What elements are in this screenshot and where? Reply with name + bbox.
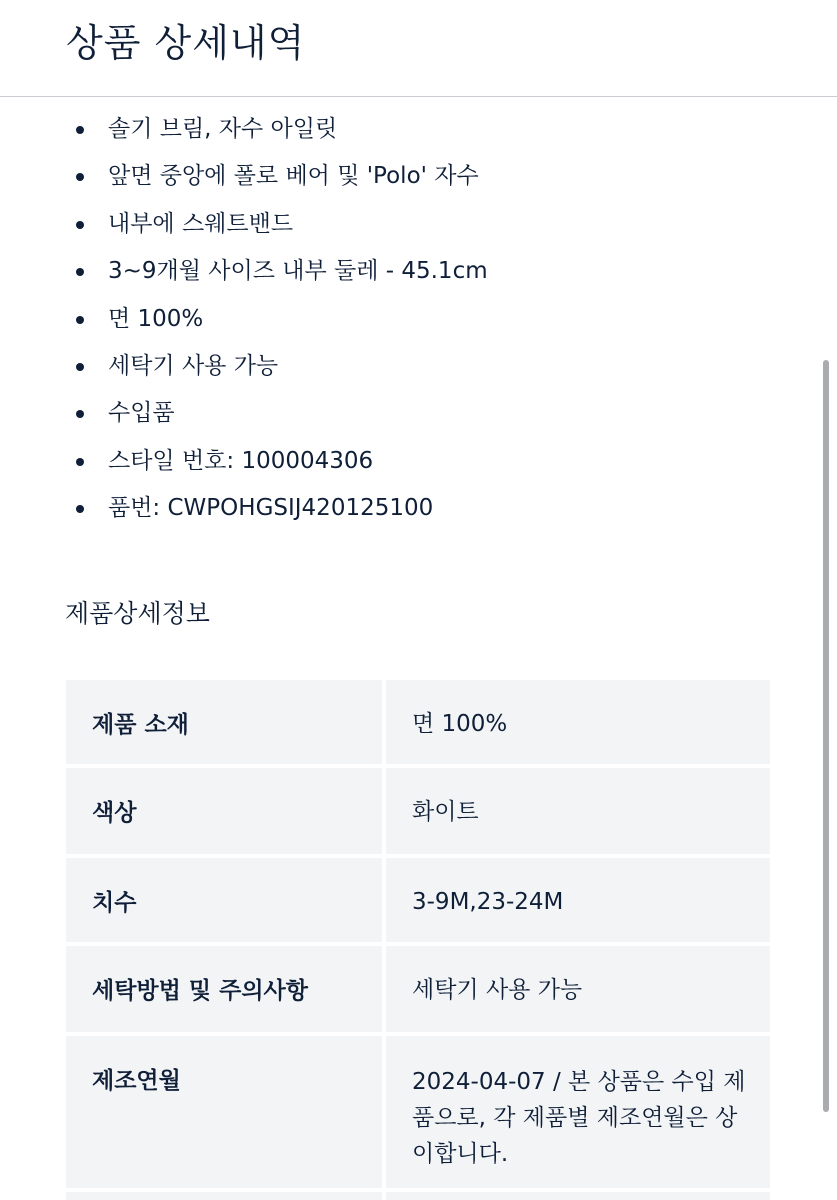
list-item-text: 세탁기 사용 가능 <box>108 352 279 379</box>
table-row <box>66 858 770 942</box>
spec-value-cell <box>386 1192 770 1200</box>
bullet-icon <box>76 316 84 324</box>
spec-key-cell <box>66 1192 382 1200</box>
table-row <box>66 680 770 764</box>
bullet-icon <box>76 126 84 134</box>
spec-section-title: 제품상세정보 <box>65 599 210 628</box>
list-item-text: 솔기 브림, 자수 아일릿 <box>108 116 338 142</box>
list-item <box>0 248 488 295</box>
list-item <box>0 343 488 390</box>
table-row <box>66 946 770 1032</box>
list-item <box>0 296 488 343</box>
table-row <box>66 1036 770 1188</box>
list-item <box>0 106 488 153</box>
list-item <box>0 485 488 532</box>
bullet-icon <box>76 505 84 513</box>
spec-key-care: 세탁방법 및 주의사항 <box>66 946 382 1032</box>
bullet-icon <box>76 221 84 229</box>
spec-value-size: 3-9M,23-24M <box>386 858 770 942</box>
list-item-text: 내부에 스웨트밴드 <box>108 210 294 237</box>
scrollbar[interactable] <box>823 360 829 1112</box>
spec-key-material: 제품 소재 <box>66 680 382 764</box>
spec-key-manufacture-date: 제조연월 <box>66 1036 382 1188</box>
bullet-icon <box>76 268 84 276</box>
list-item-text: 수입품 <box>108 400 175 427</box>
list-item-text: 품번: CWPOHGSIJ420125100 <box>108 495 434 522</box>
spec-key-color: 색상 <box>66 768 382 854</box>
spec-value-material: 면 100% <box>386 680 770 764</box>
page-title: 상품 상세내역 <box>66 21 306 65</box>
spec-value-manufacture-date: 2024-04-07 / 본 상품은 수입 제품으로, 각 제품별 제조연월은 상이합니다. <box>386 1036 770 1188</box>
list-item-text: 앞면 중앙에 폴로 베어 및 'Polo' 자수 <box>108 163 479 190</box>
list-item <box>0 438 488 485</box>
list-item <box>0 390 488 437</box>
list-item <box>0 153 488 200</box>
bullet-icon <box>76 363 84 371</box>
bullet-icon <box>76 173 84 181</box>
bullet-icon <box>76 458 84 466</box>
bullet-icon <box>76 410 84 418</box>
list-item-text: 면 100% <box>108 305 204 332</box>
spec-table <box>66 680 770 1200</box>
spec-key-size: 치수 <box>66 858 382 942</box>
list-item-text: 3~9개월 사이즈 내부 둘레 - 45.1cm <box>108 258 488 285</box>
product-details-list <box>0 106 488 533</box>
spec-value-color: 화이트 <box>386 768 770 854</box>
list-item-text: 스타일 번호: 100004306 <box>108 447 374 474</box>
spec-value-care: 세탁기 사용 가능 <box>386 946 770 1032</box>
list-item <box>0 201 488 248</box>
page-header <box>0 0 837 97</box>
table-row <box>66 1192 770 1200</box>
table-row <box>66 768 770 854</box>
